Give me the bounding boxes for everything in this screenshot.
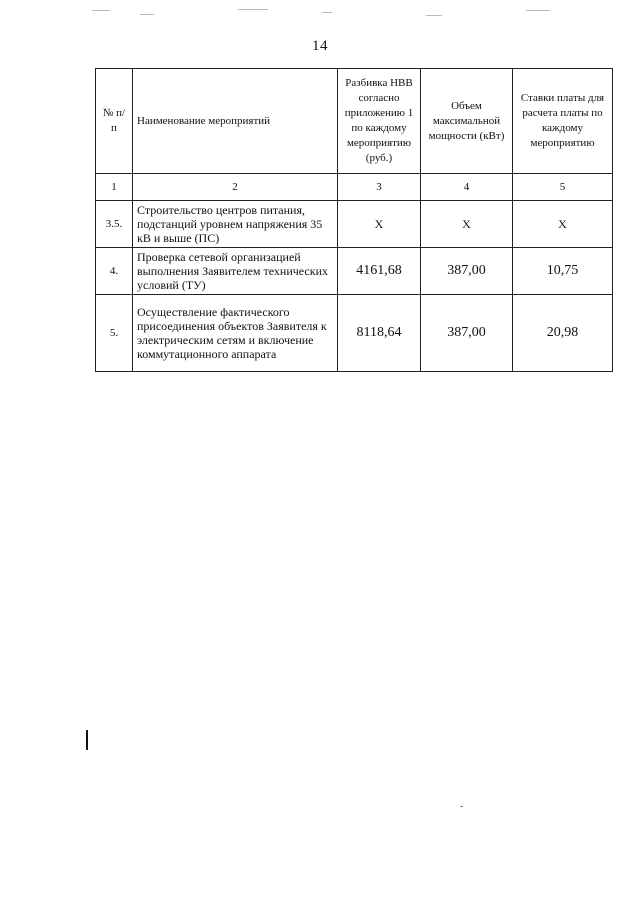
capacity-value: 387,00 — [421, 295, 513, 372]
activity-name: Осуществление фактического присоединения объектов Заявителя к электрическим сетям и включение коммутационного аппарата — [133, 295, 338, 372]
scan-artifact — [92, 10, 110, 11]
scan-artifact — [426, 15, 442, 16]
header-fee-rates: Ставки платы для расчета платы по каждому мероприятию — [513, 69, 613, 174]
header-max-capacity: Объем максимальной мощности (кВт) — [421, 69, 513, 174]
column-index: 2 — [133, 174, 338, 201]
activity-name: Проверка сетевой организацией выполнения Заявителем технических условий (ТУ) — [133, 248, 338, 295]
header-nvv-breakdown: Разбивка НВВ согласно приложению 1 по каждому мероприятию (руб.) — [338, 69, 421, 174]
page-number: 14 — [312, 38, 328, 54]
column-index: 1 — [96, 174, 133, 201]
scan-artifact — [526, 10, 550, 11]
table-row — [96, 295, 613, 372]
capacity-value: 387,00 — [421, 248, 513, 295]
nvv-value: 4161,68 — [338, 248, 421, 295]
column-index-row — [96, 174, 613, 201]
nvv-value: Х — [338, 201, 421, 248]
column-index: 4 — [421, 174, 513, 201]
scan-artifact — [238, 9, 268, 10]
table-row — [96, 248, 613, 295]
rate-value: 20,98 — [513, 295, 613, 372]
scan-artifact — [322, 12, 332, 13]
header-activity-name: Наименование мероприятий — [133, 69, 338, 174]
rate-value: Х — [513, 201, 613, 248]
table-row — [96, 201, 613, 248]
scan-artifact — [140, 14, 154, 15]
header-number: № п/п — [96, 69, 133, 174]
rates-table — [95, 68, 613, 372]
activity-name: Строительство центров питания, подстанций уровнем напряжения 35 кВ и выше (ПС) — [133, 201, 338, 248]
capacity-value: Х — [421, 201, 513, 248]
nvv-value: 8118,64 — [338, 295, 421, 372]
row-number: 4. — [96, 248, 133, 295]
column-index: 3 — [338, 174, 421, 201]
table-header-row — [96, 69, 613, 174]
row-number: 3.5. — [96, 201, 133, 248]
row-number: 5. — [96, 295, 133, 372]
column-index: 5 — [513, 174, 613, 201]
rate-value: 10,75 — [513, 248, 613, 295]
margin-mark — [86, 730, 88, 750]
scan-artifact — [460, 806, 463, 807]
